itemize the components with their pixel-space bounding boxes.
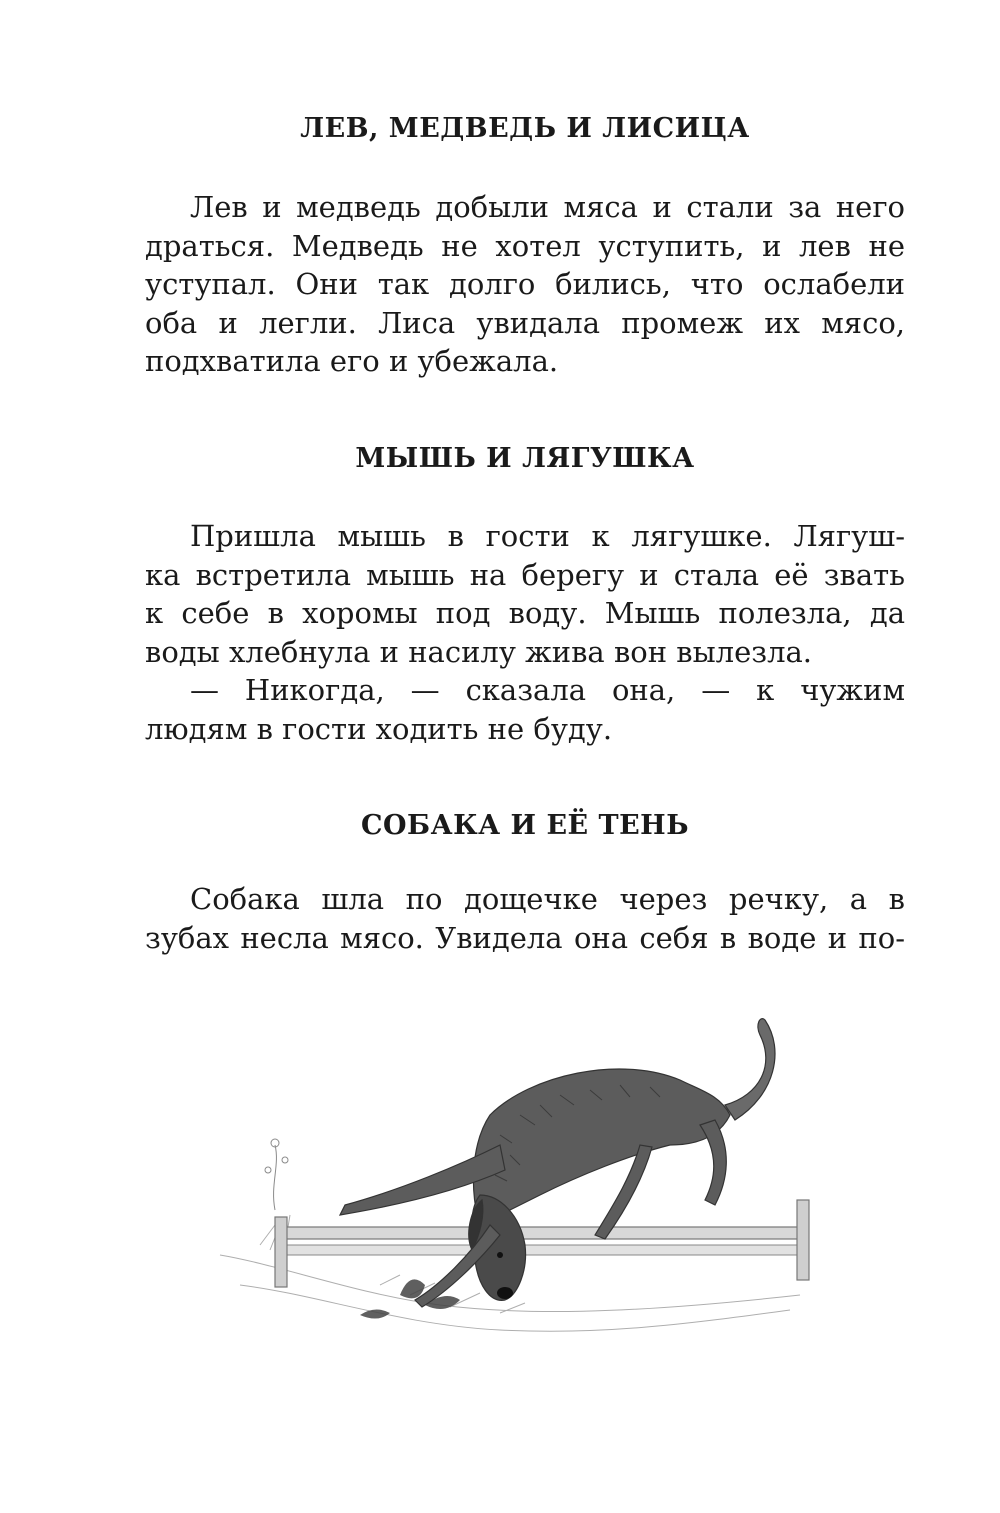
story-text-dog-shadow xyxy=(145,880,905,957)
text-line: оба и легли. Лиса увидала промеж их мясо, xyxy=(145,305,905,340)
text-line: подхватила его и убежала. xyxy=(145,344,559,378)
dog-on-plank-illustration-icon xyxy=(200,995,820,1355)
text-line: — Никогда, — сказала она, — к чужим xyxy=(190,673,905,707)
text-line: воды хлебнула и насилу жива вон вылезла. xyxy=(145,634,813,669)
text-line: зубах несла мясо. Увидела она себя в воде и по- xyxy=(145,920,905,955)
text-line: уступал. Они так долго бились, что ослабели xyxy=(145,267,905,301)
text-line: к себе в хоромы под воду. Мышь полезла, да xyxy=(145,596,905,630)
story-text-mouse-frog xyxy=(145,517,905,748)
text-line: ка встретила мышь на берегу и стала её звать xyxy=(145,557,905,592)
text-line: людям в гости ходить не буду. xyxy=(145,711,613,746)
story-title-lion-bear-fox: ЛЕВ, МЕДВЕДЬ И ЛИСИЦА xyxy=(300,113,750,144)
story-title-mouse-frog: МЫШЬ И ЛЯГУШКА xyxy=(355,443,695,474)
text-line: Лев и медведь добыли мяса и стали за него xyxy=(190,190,905,224)
text-line: Собака шла по дощечке через речку, а в xyxy=(190,882,905,916)
story-title-dog-shadow: СОБАКА И ЕЁ ТЕНЬ xyxy=(361,810,689,841)
text-line: Пришла мышь в гости к лягушке. Лягуш- xyxy=(190,519,905,553)
text-line: драться. Медведь не хотел уступить, и лев не xyxy=(145,228,905,263)
story-text-lion-bear-fox xyxy=(145,188,905,381)
